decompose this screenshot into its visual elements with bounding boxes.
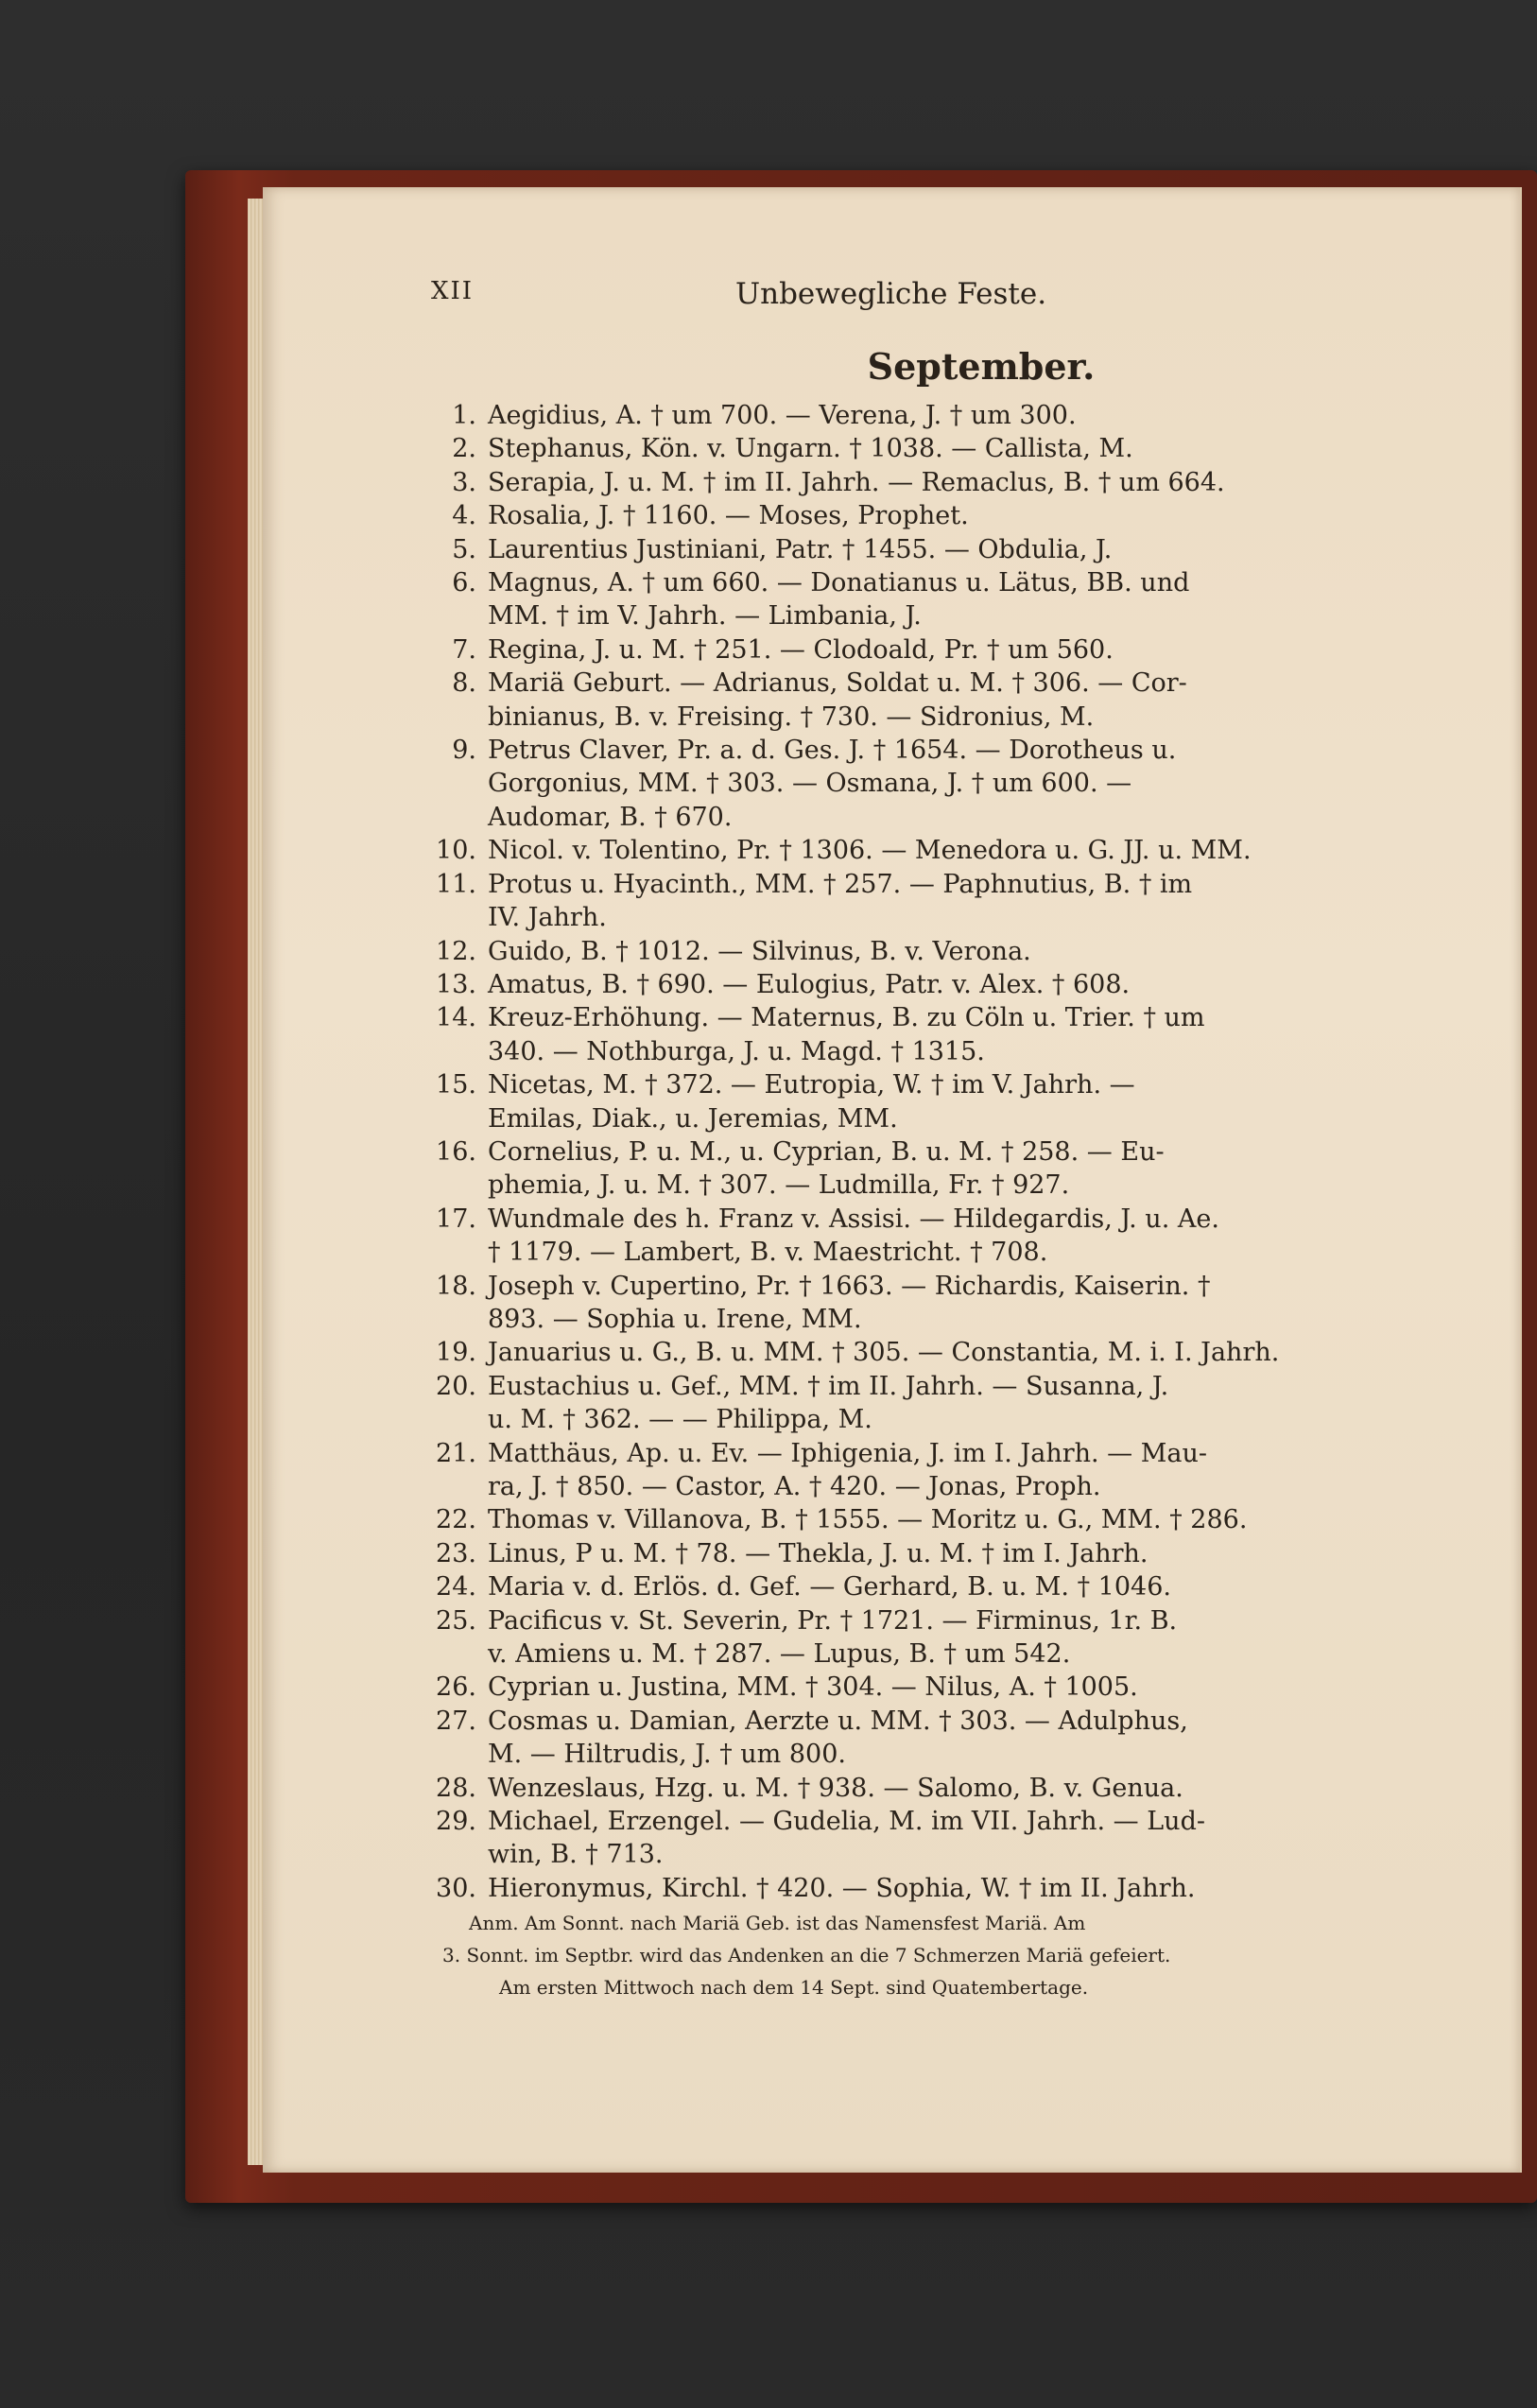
calendar-entry xyxy=(436,935,1416,968)
page-number: XII xyxy=(431,277,475,305)
entry-text: Gorgonius, MM. † 303. — Osmana, J. † um 600. — xyxy=(488,769,1132,799)
calendar-entry-continuation xyxy=(442,1102,1416,1135)
entry-text: Eustachius u. Gef., MM. † im II. Jahrh. — Susanna, J. xyxy=(488,1371,1169,1401)
running-title: Unbewegliche Feste. xyxy=(735,277,1047,311)
entry-text: Stephanus, Kön. v. Ungarn. † 1038. — Callista, M. xyxy=(488,434,1133,464)
day-number: 20. xyxy=(436,1371,476,1401)
footnote-line-2: 3. Sonnt. im Septbr. wird das Andenken an die 7 Schmerzen Mariä gefeiert. xyxy=(442,1944,1171,1967)
day-number: 13. xyxy=(436,969,476,999)
calendar-entry-continuation xyxy=(442,1738,1416,1771)
calendar-entry xyxy=(442,499,1416,532)
entry-text: Hieronymus, Kirchl. † 420. — Sophia, W. † im II. Jahrh. xyxy=(488,1873,1196,1903)
entry-text: Mariä Geburt. — Adrianus, Soldat u. M. † 306. — Cor- xyxy=(488,668,1187,699)
calendar-entry xyxy=(436,1604,1416,1637)
entry-text: Protus u. Hyacinth., MM. † 257. — Paphnutius, B. † im xyxy=(488,869,1193,899)
page-content xyxy=(431,277,1416,2001)
calendar-entry xyxy=(442,566,1416,599)
calendar-entry xyxy=(436,1671,1416,1704)
day-number: 22. xyxy=(436,1505,476,1535)
entry-text: Regina, J. u. M. † 251. — Clodoald, Pr. † um 560. xyxy=(488,634,1114,665)
day-number: 25. xyxy=(436,1605,476,1636)
entry-text: u. M. † 362. — — Philippa, M. xyxy=(488,1405,872,1435)
calendar-entry-continuation xyxy=(442,1169,1416,1202)
calendar-entry xyxy=(436,1872,1416,1905)
day-number: 21. xyxy=(436,1438,476,1468)
calendar-entry xyxy=(436,1805,1416,1838)
calendar-entry xyxy=(436,1503,1416,1536)
entry-text: Emilas, Diak., u. Jeremias, MM. xyxy=(488,1103,898,1134)
calendar-entry-continuation xyxy=(442,599,1416,632)
day-number: 15. xyxy=(436,1070,476,1100)
day-number: 30. xyxy=(436,1873,476,1903)
day-number: 12. xyxy=(436,936,476,966)
day-number: 1. xyxy=(452,401,476,430)
calendar-entry xyxy=(436,1570,1416,1603)
day-number: 29. xyxy=(436,1807,476,1837)
calendar-entry xyxy=(442,399,1416,432)
entry-text: Magnus, A. † um 660. — Donatianus u. Lätus, BB. und xyxy=(488,568,1190,598)
day-number: 7. xyxy=(452,634,476,665)
entry-text: M. — Hiltrudis, J. † um 800. xyxy=(488,1740,846,1770)
footnote-line-3: Am ersten Mittwoch nach dem 14 Sept. sind Quatembertage. xyxy=(499,1976,1089,2000)
entry-text: Audomar, B. † 670. xyxy=(488,802,733,832)
entry-text: Wenzeslaus, Hzg. u. M. † 938. — Salomo, B. v. Genua. xyxy=(488,1773,1183,1803)
day-number: 23. xyxy=(436,1538,476,1568)
entry-text: ra, J. † 850. — Castor, A. † 420. — Jonas, Proph. xyxy=(488,1472,1101,1501)
entry-text: Guido, B. † 1012. — Silvinus, B. v. Verona. xyxy=(488,936,1031,966)
entry-text: Pacificus v. St. Severin, Pr. † 1721. — Firminus, 1r. B. xyxy=(488,1605,1178,1636)
calendar-entry-continuation xyxy=(442,1403,1416,1436)
day-number: 28. xyxy=(436,1773,476,1803)
calendar-entry xyxy=(436,1772,1416,1805)
calendar-entry-continuation xyxy=(442,901,1416,934)
calendar-entry-continuation xyxy=(442,1637,1416,1671)
calendar-entry xyxy=(442,633,1416,667)
entry-text: IV. Jahrh. xyxy=(488,903,607,933)
day-number: 11. xyxy=(436,869,476,899)
entry-text: MM. † im V. Jahrh. — Limbania, J. xyxy=(488,601,922,632)
calendar-entry xyxy=(436,1336,1416,1369)
calendar-entry-continuation xyxy=(442,1838,1416,1871)
day-number: 8. xyxy=(452,668,476,699)
day-number: 4. xyxy=(452,501,476,531)
calendar-entry xyxy=(436,1270,1416,1303)
day-number: 5. xyxy=(452,534,476,564)
entry-text: v. Amiens u. M. † 287. — Lupus, B. † um 542. xyxy=(488,1639,1071,1670)
book-page xyxy=(263,187,1522,2173)
entry-text: phemia, J. u. M. † 307. — Ludmilla, Fr. † 927. xyxy=(488,1170,1070,1201)
day-number: 16. xyxy=(436,1136,476,1167)
calendar-entry xyxy=(442,667,1416,700)
day-number: 17. xyxy=(436,1204,476,1234)
calendar-entry xyxy=(442,466,1416,499)
calendar-entry xyxy=(436,1135,1416,1169)
entry-text: † 1179. — Lambert, B. v. Maestricht. † 708. xyxy=(488,1238,1048,1268)
entry-text: Michael, Erzengel. — Gudelia, M. im VII. Jahrh. — Lud- xyxy=(488,1807,1205,1837)
footnote-line-1: Anm. Am Sonnt. nach Mariä Geb. ist das Namensfest Mariä. Am xyxy=(469,1912,1086,1935)
day-number: 6. xyxy=(452,568,476,598)
calendar-entry xyxy=(436,1068,1416,1101)
calendar-entry-continuation xyxy=(442,1303,1416,1336)
calendar-entry xyxy=(442,432,1416,465)
day-number: 27. xyxy=(436,1706,476,1736)
page-header xyxy=(431,277,1416,324)
calendar-entry xyxy=(436,1705,1416,1738)
entry-text: Maria v. d. Erlös. d. Gef. — Gerhard, B. u. M. † 1046. xyxy=(488,1572,1171,1602)
calendar-entry-continuation xyxy=(442,1470,1416,1503)
day-number: 3. xyxy=(452,467,476,497)
calendar-entry-continuation xyxy=(442,1236,1416,1269)
calendar-entry xyxy=(436,1203,1416,1236)
calendar-entry-continuation xyxy=(442,1035,1416,1068)
calendar-entry xyxy=(436,834,1416,867)
entry-text: 340. — Nothburga, J. u. Magd. † 1315. xyxy=(488,1036,985,1066)
entry-text: 893. — Sophia u. Irene, MM. xyxy=(488,1304,862,1334)
calendar-entry xyxy=(436,1001,1416,1034)
calendar-entry xyxy=(436,1437,1416,1470)
entry-text: Laurentius Justiniani, Patr. † 1455. — Obdulia, J. xyxy=(488,534,1113,564)
entry-text: Joseph v. Cupertino, Pr. † 1663. — Richardis, Kaiserin. † xyxy=(488,1271,1211,1301)
entry-text: Thomas v. Villanova, B. † 1555. — Moritz u. G., MM. † 286. xyxy=(488,1505,1248,1535)
calendar-entry xyxy=(436,1537,1416,1570)
entry-text: Cornelius, P. u. M., u. Cyprian, B. u. M. † 258. — Eu- xyxy=(488,1136,1165,1167)
entry-text: binianus, B. v. Freising. † 730. — Sidronius, M. xyxy=(488,702,1095,732)
calendar-entries xyxy=(436,399,1416,1905)
entry-text: Wundmale des h. Franz v. Assisi. — Hildegardis, J. u. Ae. xyxy=(488,1204,1219,1234)
entry-text: Amatus, B. † 690. — Eulogius, Patr. v. Alex. † 608. xyxy=(488,969,1131,999)
entry-text: Matthäus, Ap. u. Ev. — Iphigenia, J. im I. Jahrh. — Mau- xyxy=(488,1438,1208,1468)
entry-text: Nicol. v. Tolentino, Pr. † 1306. — Menedora u. G. JJ. u. MM. xyxy=(488,836,1252,866)
calendar-entry xyxy=(442,533,1416,566)
month-heading: September. xyxy=(867,345,1096,388)
calendar-entry xyxy=(436,1370,1416,1403)
entry-text: Aegidius, A. † um 700. — Verena, J. † um 300. xyxy=(488,401,1077,430)
entry-text: Linus, P u. M. † 78. — Thekla, J. u. M. † im I. Jahrh. xyxy=(488,1538,1148,1568)
entry-text: Cosmas u. Damian, Aerzte u. MM. † 303. — Adulphus, xyxy=(488,1706,1188,1736)
entry-text: Cyprian u. Justina, MM. † 304. — Nilus, A. † 1005. xyxy=(488,1672,1138,1703)
entry-text: Kreuz-Erhöhung. — Maternus, B. zu Cöln u. Trier. † um xyxy=(488,1003,1205,1033)
entry-text: Januarius u. G., B. u. MM. † 305. — Constantia, M. i. I. Jahrh. xyxy=(488,1338,1280,1368)
day-number: 2. xyxy=(452,434,476,464)
entry-text: win, B. † 713. xyxy=(488,1840,664,1870)
calendar-entry-continuation xyxy=(442,701,1416,734)
calendar-entry xyxy=(436,868,1416,901)
calendar-entry xyxy=(442,734,1416,767)
day-number: 18. xyxy=(436,1271,476,1301)
entry-text: Petrus Claver, Pr. a. d. Ges. J. † 1654. — Dorotheus u. xyxy=(488,736,1177,766)
calendar-entry-continuation xyxy=(442,801,1416,834)
calendar-entry xyxy=(436,968,1416,1001)
entry-text: Rosalia, J. † 1160. — Moses, Prophet. xyxy=(488,501,969,531)
day-number: 24. xyxy=(436,1572,476,1602)
day-number: 19. xyxy=(436,1338,476,1368)
day-number: 26. xyxy=(436,1672,476,1703)
entry-text: Nicetas, M. † 372. — Eutropia, W. † im V. Jahrh. — xyxy=(488,1070,1135,1100)
day-number: 9. xyxy=(452,736,476,766)
entry-text: Serapia, J. u. M. † im II. Jahrh. — Remaclus, B. † um 664. xyxy=(488,467,1225,497)
calendar-entry-continuation xyxy=(442,767,1416,800)
day-number: 10. xyxy=(436,836,476,866)
day-number: 14. xyxy=(436,1003,476,1033)
